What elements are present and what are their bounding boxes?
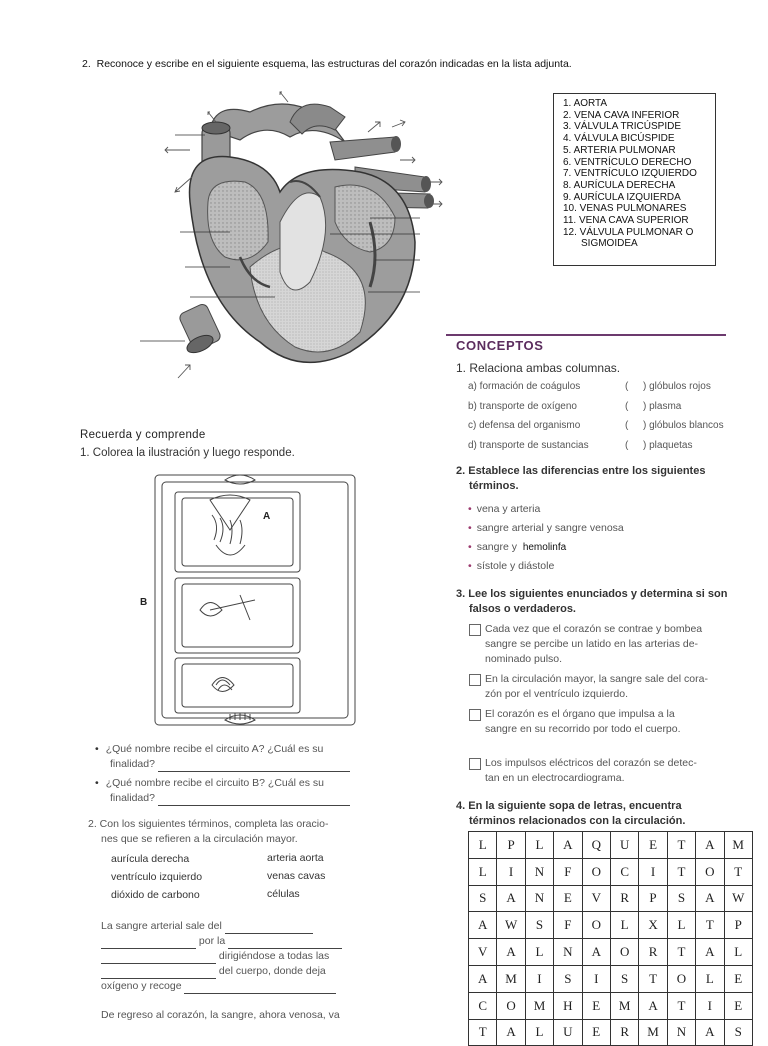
word-search-cell[interactable]: A xyxy=(497,939,525,966)
statement-checkbox[interactable] xyxy=(469,709,481,721)
match-left: d) transporte de sustancias xyxy=(468,440,589,451)
word-search-cell[interactable]: E xyxy=(582,1019,610,1046)
statement-line: sangre se percibe un latido en las arterias de- xyxy=(485,638,699,650)
match-paren: ( xyxy=(625,440,629,451)
word-search-cell[interactable]: N xyxy=(554,939,582,966)
word-search-cell[interactable]: E xyxy=(582,992,610,1019)
word-search-cell[interactable]: S xyxy=(610,965,638,992)
conceptos-q1: 1. Relaciona ambas columnas. xyxy=(456,361,621,375)
q2-item xyxy=(468,503,540,515)
heart-diagram xyxy=(130,82,460,382)
fill-text: dirigiéndose a todas las xyxy=(218,950,330,962)
recuerda-q1: 1. Colorea la ilustración y luego responde. xyxy=(80,447,295,459)
term-right: células xyxy=(267,888,300,900)
word-search-cell[interactable]: A xyxy=(696,1019,724,1046)
answer-line[interactable] xyxy=(184,982,336,994)
circuit-a-label: A xyxy=(263,511,271,522)
list-item: 9. AURÍCULA IZQUIERDA xyxy=(563,191,681,203)
fill-line xyxy=(101,1008,340,1023)
conceptos-q2-line1: 2. Establece las diferencias entre los siguientes xyxy=(456,465,706,477)
list-item: 1. AORTA xyxy=(563,98,608,109)
answer-line[interactable] xyxy=(101,967,216,979)
conceptos-q3-line1: 3. Lee los siguientes enunciados y determina si son xyxy=(456,588,728,600)
heart-question xyxy=(82,58,572,70)
q2-item xyxy=(468,560,554,572)
word-search-cell[interactable]: A xyxy=(469,965,497,992)
word-search-cell[interactable]: T xyxy=(639,965,667,992)
word-search-cell[interactable]: I xyxy=(639,858,667,885)
word-search-cell[interactable]: E xyxy=(554,885,582,912)
word-search-grid xyxy=(468,831,753,1046)
q2-item xyxy=(468,522,624,534)
word-search-cell[interactable]: S xyxy=(554,965,582,992)
match-paren: ( xyxy=(625,401,629,412)
word-search-cell[interactable]: L xyxy=(610,912,638,939)
answer-line[interactable] xyxy=(101,952,216,964)
statement-checkbox[interactable] xyxy=(469,758,481,770)
fill-line xyxy=(101,979,336,994)
word-search-cell[interactable]: W xyxy=(497,912,525,939)
bullet-dot: • xyxy=(468,522,472,534)
list-item: 11. VENA CAVA SUPERIOR xyxy=(563,215,689,227)
fill-text: De regreso al corazón, la sangre, ahora venosa, va xyxy=(101,1009,340,1021)
word-search-row xyxy=(469,885,753,912)
match-paren: ( xyxy=(625,420,629,431)
statement-line: nominado pulso. xyxy=(485,653,563,665)
heart-question-text: Reconoce y escribe en el siguiente esquema, las estructuras del corazón indicadas en la lista adjunta. xyxy=(96,58,572,70)
word-search-cell[interactable]: U xyxy=(554,1019,582,1046)
word-search-row xyxy=(469,832,753,859)
statement xyxy=(469,672,729,702)
word-search-cell[interactable]: L xyxy=(696,965,724,992)
word-search-cell[interactable]: O xyxy=(582,858,610,885)
word-search-cell[interactable]: N xyxy=(525,858,553,885)
match-right: ) plaquetas xyxy=(643,440,693,451)
word-search-cell[interactable]: I xyxy=(696,992,724,1019)
statement-line: tan en un electrocardiograma. xyxy=(485,772,625,784)
recuerda-bullet xyxy=(95,742,323,757)
word-search-cell[interactable]: I xyxy=(525,965,553,992)
word-search-cell[interactable]: W xyxy=(724,885,752,912)
statement-line: En la circulación mayor, la sangre sale del cora- xyxy=(485,673,708,685)
word-search-row xyxy=(469,1019,753,1046)
match-paren: ( xyxy=(625,381,629,392)
word-search-cell[interactable]: V xyxy=(582,885,610,912)
bullet-dot: • xyxy=(95,743,99,755)
word-search-cell[interactable]: L xyxy=(525,939,553,966)
word-search-cell[interactable]: T xyxy=(667,992,695,1019)
term-left: aurícula derecha xyxy=(111,853,190,865)
term-right: arteria aorta xyxy=(267,852,324,864)
answer-line[interactable] xyxy=(228,937,342,949)
word-search-cell[interactable]: T xyxy=(667,832,695,859)
q2-item-text: sangre y xyxy=(476,541,517,553)
circuit-b-label: B xyxy=(140,597,148,608)
answer-line[interactable] xyxy=(158,794,350,806)
recuerda-q2-line1: 2. Con los siguientes términos, completa las oracio- xyxy=(88,818,329,830)
word-search-cell[interactable]: O xyxy=(667,965,695,992)
list-item: 2. VENA CAVA INFERIOR xyxy=(563,109,680,121)
q2-item xyxy=(468,541,566,553)
word-search-cell[interactable]: A xyxy=(497,1019,525,1046)
list-item: 10. VENAS PULMONARES xyxy=(563,203,687,215)
statement xyxy=(469,756,729,786)
word-search-row xyxy=(469,939,753,966)
word-search-cell[interactable]: S xyxy=(724,1019,752,1046)
word-search-cell[interactable]: M xyxy=(497,965,525,992)
statement-line: Los impulsos eléctricos del corazón se detec- xyxy=(485,757,697,769)
word-search-cell[interactable]: M xyxy=(724,832,752,859)
fill-line xyxy=(101,964,326,979)
word-search-cell[interactable]: T xyxy=(667,858,695,885)
word-search-cell[interactable]: V xyxy=(469,939,497,966)
statement-line: zón por el ventrículo izquierdo. xyxy=(485,688,628,700)
term-left: dióxido de carbono xyxy=(111,889,200,901)
word-search-cell[interactable]: L xyxy=(667,912,695,939)
word-search-cell[interactable]: O xyxy=(610,939,638,966)
conceptos-header: CONCEPTOS xyxy=(456,338,544,353)
circulation-diagram xyxy=(150,470,360,730)
word-search-cell[interactable]: P xyxy=(497,832,525,859)
word-search-cell[interactable]: Q xyxy=(582,832,610,859)
recuerda-bullet xyxy=(95,776,324,791)
word-search-cell[interactable]: L xyxy=(724,939,752,966)
q2-item-text: vena y arteria xyxy=(476,503,541,515)
word-search-cell[interactable]: R xyxy=(610,885,638,912)
recuerda-title: Recuerda y comprende xyxy=(80,429,206,441)
q2-item-text: sístole y diástole xyxy=(476,560,555,572)
word-search-cell[interactable]: E xyxy=(724,965,752,992)
word-search-cell[interactable]: A xyxy=(582,939,610,966)
bullet-dot: • xyxy=(468,503,472,515)
word-search-cell[interactable]: F xyxy=(554,912,582,939)
bullet-dot: • xyxy=(95,777,99,789)
bullet-line2: finalidad? xyxy=(110,758,155,770)
heart-structures-list xyxy=(553,93,716,266)
term-right: venas cavas xyxy=(267,870,326,882)
word-search-cell[interactable]: O xyxy=(582,912,610,939)
fill-text: del cuerpo, donde deja xyxy=(218,965,326,977)
word-search-cell[interactable]: S xyxy=(667,885,695,912)
word-search-cell[interactable]: M xyxy=(639,1019,667,1046)
conceptos-q4-line1: 4. En la siguiente sopa de letras, encuentra xyxy=(456,800,682,812)
word-search-cell[interactable]: R xyxy=(610,1019,638,1046)
bullet-dot: • xyxy=(468,560,472,572)
word-search-cell[interactable]: N xyxy=(525,885,553,912)
word-search-cell[interactable]: L xyxy=(525,832,553,859)
list-item: 4. VÁLVULA BICÚSPIDE xyxy=(563,133,675,145)
word-search-cell[interactable]: N xyxy=(667,1019,695,1046)
match-left: a) formación de coágulos xyxy=(468,381,581,392)
match-left: c) defensa del organismo xyxy=(468,420,581,431)
word-search-cell[interactable]: L xyxy=(525,1019,553,1046)
match-right: ) glóbulos blancos xyxy=(643,420,724,431)
list-item: 12. VÁLVULA PULMONAR O xyxy=(563,226,694,238)
list-item: 8. AURÍCULA DERECHA xyxy=(563,179,676,191)
word-search-cell[interactable]: F xyxy=(554,858,582,885)
word-search-cell[interactable]: E xyxy=(639,832,667,859)
word-search-cell[interactable]: R xyxy=(639,939,667,966)
word-search-cell[interactable]: A xyxy=(696,832,724,859)
statement-checkbox[interactable] xyxy=(469,674,481,686)
word-search-cell[interactable]: I xyxy=(582,965,610,992)
bullet-dot: • xyxy=(468,541,472,553)
match-right: ) plasma xyxy=(643,401,682,412)
statement-line: Cada vez que el corazón se contrae y bombea xyxy=(485,623,703,635)
word-search-cell[interactable]: C xyxy=(610,858,638,885)
handwritten-answer[interactable]: hemolinfa xyxy=(522,542,567,553)
word-search-row xyxy=(469,965,753,992)
word-search-cell[interactable]: H xyxy=(554,992,582,1019)
word-search-cell[interactable]: A xyxy=(469,912,497,939)
conceptos-divider xyxy=(446,334,726,336)
statement xyxy=(469,622,729,667)
statement-line: sangre en su recorrido por todo el cuerpo. xyxy=(485,723,681,735)
statement xyxy=(469,707,729,737)
word-search-cell[interactable]: T xyxy=(667,939,695,966)
word-search-cell[interactable]: O xyxy=(497,992,525,1019)
recuerda-bullet-line2 xyxy=(110,757,350,772)
list-item: 3. VÁLVULA TRICÚSPIDE xyxy=(563,121,682,133)
fill-text: La sangre arterial sale del xyxy=(101,920,222,932)
list-item: 5. ARTERIA PULMONAR xyxy=(563,144,676,156)
word-search-cell[interactable]: P xyxy=(724,912,752,939)
match-right: ) glóbulos rojos xyxy=(643,381,711,392)
fill-text: por la xyxy=(198,935,226,947)
word-search-row xyxy=(469,858,753,885)
bullet-line1: ¿Qué nombre recibe el circuito B? ¿Cuál es su xyxy=(105,777,324,789)
word-search-cell[interactable]: S xyxy=(469,885,497,912)
word-search-cell[interactable]: P xyxy=(639,885,667,912)
word-search-cell[interactable]: X xyxy=(639,912,667,939)
fill-line xyxy=(101,934,342,949)
term-left: ventrículo izquierdo xyxy=(111,871,203,883)
answer-line[interactable] xyxy=(225,922,313,934)
answer-line[interactable] xyxy=(101,937,196,949)
fill-text: oxígeno y recoge xyxy=(101,980,182,992)
word-search-cell[interactable]: L xyxy=(469,858,497,885)
heart-question-number: 2. xyxy=(82,58,91,70)
bullet-line1: ¿Qué nombre recibe el circuito A? ¿Cuál es su xyxy=(105,743,324,755)
word-search-cell[interactable]: T xyxy=(696,912,724,939)
list-item: 6. VENTRÍCULO DERECHO xyxy=(563,156,692,168)
bullet-line2: finalidad? xyxy=(110,792,155,804)
word-search-cell[interactable]: C xyxy=(469,992,497,1019)
statement-checkbox[interactable] xyxy=(469,624,481,636)
word-search-cell[interactable]: A xyxy=(696,939,724,966)
word-search-row xyxy=(469,992,753,1019)
word-search-cell[interactable]: A xyxy=(554,832,582,859)
word-search-cell[interactable]: I xyxy=(497,858,525,885)
conceptos-q3-line2: falsos o verdaderos. xyxy=(469,603,576,615)
word-search-cell[interactable]: A xyxy=(497,885,525,912)
word-search-cell[interactable]: M xyxy=(610,992,638,1019)
list-item: 7. VENTRÍCULO IZQUIERDO xyxy=(563,168,697,180)
answer-line[interactable] xyxy=(158,760,350,772)
fill-line xyxy=(101,949,329,964)
word-search-cell[interactable]: A xyxy=(639,992,667,1019)
word-search-cell[interactable]: O xyxy=(696,858,724,885)
word-search-cell[interactable]: L xyxy=(469,832,497,859)
word-search-cell[interactable]: E xyxy=(724,992,752,1019)
word-search-cell[interactable]: S xyxy=(525,912,553,939)
recuerda-bullet-line2 xyxy=(110,791,350,806)
word-search-cell[interactable]: M xyxy=(525,992,553,1019)
word-search-row xyxy=(469,912,753,939)
conceptos-q2-line2: términos. xyxy=(469,480,519,492)
list-item: SIGMOIDEA xyxy=(581,238,638,250)
word-search-cell[interactable]: T xyxy=(724,858,752,885)
word-search-cell[interactable]: T xyxy=(469,1019,497,1046)
recuerda-q2-line2: nes que se refieren a la circulación mayor. xyxy=(101,833,298,845)
q2-item-text: sangre arterial y sangre venosa xyxy=(476,522,624,534)
word-search-cell[interactable]: A xyxy=(696,885,724,912)
conceptos-q4-line2: términos relacionados con la circulación. xyxy=(469,815,686,827)
fill-line xyxy=(101,919,313,934)
word-search-cell[interactable]: U xyxy=(610,832,638,859)
statement-line: El corazón es el órgano que impulsa a la xyxy=(485,708,675,720)
match-left: b) transporte de oxígeno xyxy=(468,401,577,412)
